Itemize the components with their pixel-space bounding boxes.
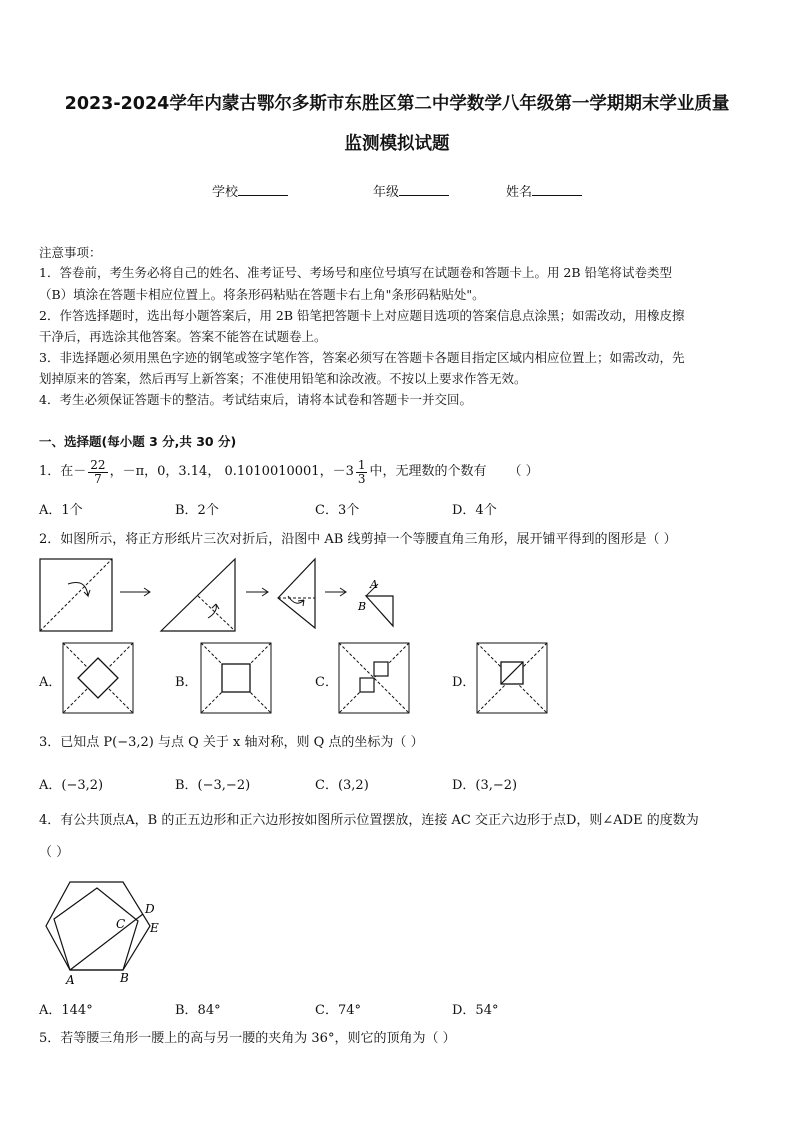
q2-cut-shape: [366, 596, 393, 626]
question-3: 3．已知点 P(−3,2) 与点 Q 关于 x 轴对称，则 Q 点的坐标为（ ）: [39, 735, 424, 750]
q2-option-c-figure[interactable]: [338, 642, 410, 714]
q1-prefix: 1．在－: [39, 464, 87, 479]
question-5: 5．若等腰三角形一腰上的高与另一腰的夹角为 36°，则它的顶角为（ ）: [39, 1031, 456, 1046]
q2-b-square: [222, 664, 250, 692]
q4-label-d: D: [145, 902, 155, 916]
grade-field[interactable]: [373, 181, 449, 200]
exam-title-line1: 2023-2024学年内蒙古鄂尔多斯市东胜区第二中学数学八年级第一学期期末学业质量: [64, 94, 730, 114]
q2-folding-diagram: [38, 556, 408, 636]
q4-label-e: E: [150, 921, 159, 935]
q2-point-b-label: B: [358, 600, 367, 613]
q1-option-a[interactable]: A．1个: [39, 503, 83, 518]
notice-line-7: 4．考生必须保证答题卡的整洁。考试结束后，请将本试卷和答题卡一并交回。: [39, 392, 472, 407]
q2-point-a-label: A: [370, 578, 378, 591]
q2-option-b-label[interactable]: B．: [175, 675, 198, 690]
q2-option-a-label[interactable]: A．: [39, 675, 62, 690]
q1-frac2-num: 1: [357, 457, 366, 472]
school-blank[interactable]: [238, 183, 288, 196]
notice-line-2: （B）填涂在答题卡相应位置上。将条形码粘贴在答题卡右上角"条形码粘贴处"。: [39, 287, 485, 302]
section-heading: 一、选择题(每小题 3 分,共 30 分): [39, 434, 237, 449]
question-4-line1: 4．有公共顶点A，B 的正五边形和正六边形按如图所示位置摆放，连接 AC 交正六边形于点D，则∠ADE 的度数为: [39, 813, 699, 828]
q1-fraction-22-7: [88, 459, 107, 486]
q2-option-b-figure[interactable]: [200, 642, 272, 714]
grade-label: 年级: [373, 185, 400, 200]
q1-frac2-den: 3: [357, 471, 366, 486]
notice-line-5: 3．非选择题必须用黑色字迹的钢笔或签字笔作答，答案必须写在答题卡各题目指定区域内相应位置上；如需改动，先: [39, 350, 685, 365]
q2-option-a-figure[interactable]: [62, 642, 134, 714]
name-label: 姓名: [506, 185, 533, 200]
q1-frac1-num: 22: [90, 457, 106, 472]
q2-option-c-label[interactable]: C．: [315, 675, 338, 690]
q4-label-a: A: [66, 973, 75, 987]
q2-c-square-top: [374, 662, 388, 676]
q4-option-a[interactable]: A．144°: [39, 1003, 93, 1018]
notice-line-3: 2．作答选择题时，选出每小题答案后，用 2B 铅笔把答题卡上对应题目选项的答案信息点涂黑；如需改动，用橡皮擦: [39, 308, 685, 323]
q1-frac1-den: 7: [94, 471, 102, 486]
q2-a-diamond: [78, 658, 118, 698]
q2-fold-line-1: [40, 559, 112, 631]
grade-blank[interactable]: [399, 183, 449, 196]
q1-suffix: 中，无理数的个数有: [369, 464, 487, 479]
question-4-line2: （ ）: [39, 845, 70, 860]
q2-option-d-label[interactable]: D．: [452, 675, 476, 690]
q4-regular-hexagon: [46, 882, 150, 970]
q4-label-c: C: [116, 917, 126, 931]
question-2: 2．如图所示，将正方形纸片三次对折后，沿图中 AB 线剪掉一个等腰直角三角形，展开铺平得到的图形是（ ）: [39, 532, 677, 547]
q3-option-a[interactable]: A．(−3,2): [39, 778, 104, 793]
school-label: 学校: [212, 185, 239, 200]
notice-line-1: 1．答卷前，考生务必将自己的姓名、准考证号、考场号和座位号填写在试题卷和答题卡上。用 2B 铅笔将试卷类型: [39, 265, 673, 280]
q4-option-c[interactable]: C．74°: [315, 1003, 361, 1018]
q2-c-square-bottom: [360, 678, 374, 692]
q4-option-b[interactable]: B．84°: [175, 1003, 221, 1018]
q3-option-b[interactable]: B．(−3,−2): [175, 778, 251, 793]
notice-heading: 注意事项：: [39, 245, 102, 260]
notice-line-6: 划掉原来的答案，然后再写上新答案；不准使用铅笔和涂改液。不按以上要求作答无效。: [39, 371, 527, 386]
q4-regular-pentagon: [54, 888, 138, 970]
q4-polygon-diagram: [40, 876, 170, 988]
name-blank[interactable]: [532, 183, 582, 196]
q1-middle: ，－π，0，3.14， 0.1010010001，－3: [109, 464, 354, 479]
q4-label-b: B: [120, 971, 129, 985]
q1-fraction-1-3: [356, 459, 368, 486]
q1-option-c[interactable]: C．3个: [315, 503, 360, 518]
q2-option-d-figure[interactable]: [476, 642, 548, 714]
notice-line-4: 干净后，再选涂其他答案。答案不能答在试题卷上。: [39, 329, 327, 344]
exam-title-line2: 监测模拟试题: [344, 134, 450, 154]
q1-option-d[interactable]: D．4个: [452, 503, 497, 518]
q4-option-d[interactable]: D．54°: [452, 1003, 499, 1018]
q3-option-c[interactable]: C．(3,2): [315, 778, 369, 793]
school-field[interactable]: [212, 181, 288, 200]
q1-answer-paren: （ ）: [508, 464, 539, 479]
name-field[interactable]: [506, 181, 582, 200]
q2-fold-line-2: [198, 596, 235, 631]
q3-option-d[interactable]: D．(3,−2): [452, 778, 518, 793]
question-1: [39, 452, 757, 492]
q2-folded-small-triangle: [278, 559, 315, 628]
q1-option-b[interactable]: B．2个: [175, 503, 219, 518]
